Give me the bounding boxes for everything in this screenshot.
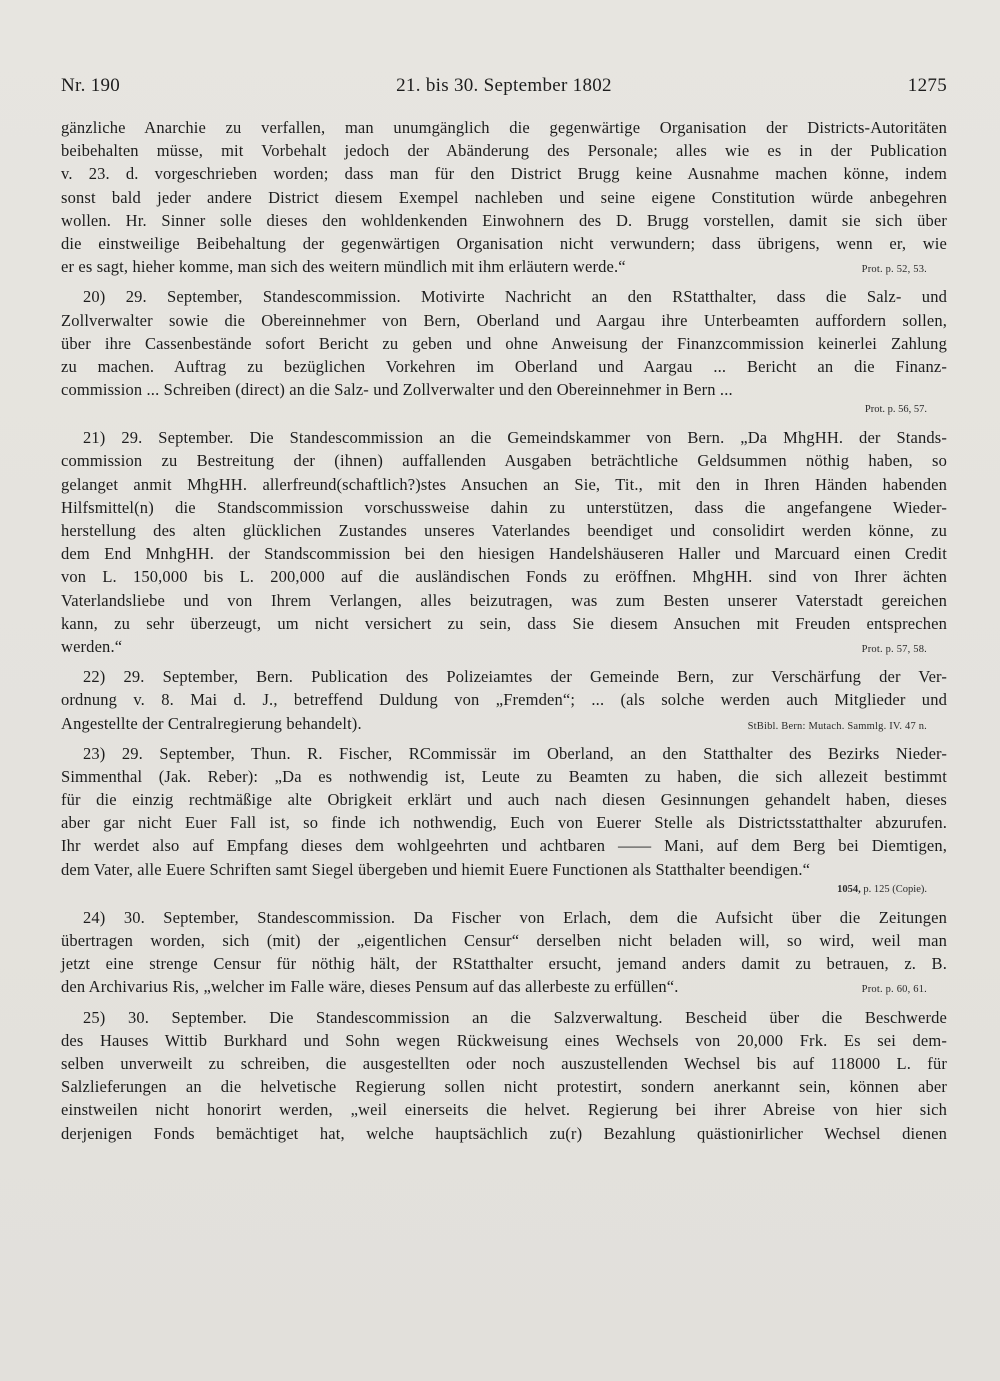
text-line: Simmenthal (Jak. Reber): „Da es nothwendig ist, Leute zu Beamten zu haben, die sich allezeit bestimmt [61,766,947,786]
text-line-with-citation [61,975,947,998]
text-line-with-citation [61,712,947,735]
text-line: er es sagt, hieher komme, man sich des weitern mündlich mit ihm erläutern werde.“ [61,257,626,277]
source-citation: Prot. p. 60, 61. [861,984,927,996]
text-line: übertragen worden, sich (mit) der „eigentlichen Censur“ derselben nicht beladen will, so wird, weil man [61,931,947,950]
body-text [61,116,947,1145]
entry-20 [61,285,947,419]
entry-22 [61,665,947,735]
source-citation [61,881,947,899]
entry-21 [61,426,947,658]
page-number: 1275 [907,75,947,96]
text-line: Zollverwalter sowie die Obereinnehmer von Bern, Oberland und Aargau ihre Unterbeamten auffordern sollen, [61,310,947,330]
text-line: für die einzig rechtmäßige alte Obrigkeit erklärt und auch nach diesen Gesinnungen gehandelt haben, dieses [61,790,947,810]
text-line: des Hauses Wittib Burkhard und Sohn wegen Rückweisung eines Wechsels von 20,000 Frk. Es sei dem- [61,1030,947,1050]
entry-heading-line: 21) 29. September. Die Standescommission an die Gemeindskammer von Bern. „Da MhgHH. der Stands- [83,428,947,448]
text-line: herstellung des alten glücklichen Zustandes unseres Vaterlandes beendiget und consolidirt werden könne, zu [61,521,947,540]
source-citation: Prot. p. 57, 58. [861,643,927,655]
text-line-with-citation [61,255,947,278]
source-citation: Prot. p. 56, 57. [864,404,927,416]
text-line: ordnung v. 8. Mai d. J., betreffend Duldung von „Fremden“; ... (als solche werden auch Mitglieder und [61,690,947,710]
entry-heading-line: 20) 29. September, Standescommission. Motivirte Nachricht an den RStatthalter, dass die Salz- und [83,287,947,307]
source-citation: StBibl. Bern: Mutach. Sammlg. IV. 47 n. [747,720,927,732]
text-line: Ihr werdet also auf Empfang dieses dem wohlgeehrten und achtbaren —— Mani, auf dem Berg bei Diemtigen, [61,836,947,856]
text-line: commission ... Schreiben (direct) an die Salz- und Zollverwalter und den Obereinnehmer in Bern ... [61,380,733,400]
text-line: gelanget anmit MhgHH. allerfreund(schaftlich?)stes Ansuchen an Sie, Tit., mit den in Ihren Händen habenden [61,474,947,494]
entry-25 [61,1006,947,1145]
text-line: v. 23. d. vorgeschrieben worden; dass man für den District Brugg keine Ausnahme machen könne, indem [61,164,947,184]
entry-heading-line: 22) 29. September, Bern. Publication des Polizeiamtes der Gemeinde Bern, zur Verschärfung der Ver- [83,667,947,687]
text-line: dem Vater, alle Euere Schriften samt Siegel übergeben und hiemit Euere Functionen als Statthalter beendigen.“ [61,859,811,879]
source-citation: Prot. p. 52, 53. [861,264,927,276]
text-line: gänzliche Anarchie zu verfallen, man unumgänglich die gegenwärtige Organisation der Districts-Autoritäten [61,118,947,137]
citation-number: 1054, [837,883,861,895]
text-line: werden.“ [61,636,123,656]
text-line: Hilfsmittel(n) die Standscommission vorschussweise dahin zu unterstützen, dass die angefangene Wieder- [61,497,947,517]
text-line: Salzlieferungen an die helvetische Regierung sollen nicht protestirt, sondern anerkannt sein, können aber [61,1077,947,1097]
entry-heading-line: 24) 30. September, Standescommission. Da Fischer von Erlach, dem die Aufsicht über die Zeitungen [83,907,947,927]
text-line: zu machen. Auftrag zu bezüglichen Vorkehren im Oberland und Aargau ... Bericht an die Finanz- [61,356,947,376]
text-line: dem End MnhgHH. der Standscommission bei den hiesigen Handelshäuseren Haller und Marcuard einen Credit [61,544,947,564]
date-range-title: 21. bis 30. September 1802 [396,75,612,96]
text-line: aber gar nicht Euer Fall ist, so finde ich nothwendig, Euch von Euerer Stelle als Districtsstatthalter abzurufen. [61,813,947,833]
text-line: commission zu Bestreitung der (ihnen) auffallenden Ausgaben beträchtliche Geldsummen nöthig haben, so [61,451,947,471]
continuation-paragraph [61,116,947,278]
text-line: sonst bald jeder andere District diesem Exempel nachleben und seine eigene Constitution würde anbegehren [61,187,947,207]
text-line: einstweilen nicht honorirt werden, „weil einerseits die helvet. Regierung bei ihrer Abreise von hier sich [61,1100,947,1120]
text-line: jetzt eine strenge Censur für nöthig hält, der RStatthalter ersucht, jemand anders damit zu betrauen, z. B. [61,954,947,974]
text-line: beibehalten müsse, mit Vorbehalt jedoch der Abänderung des Personale; alles wie es in der Publication [61,141,947,161]
page-header [61,75,947,105]
text-line: kann, zu sehr überzeugt, um nicht versichert zu sein, dass Sie diesem Ansuchen mit Freuden entsprechen [61,613,947,633]
text-line: wollen. Hr. Sinner solle dieses den wohldenkenden Einwohnern des D. Brugg vorstellen, damit sie sich über [61,210,947,230]
document-number: Nr. 190 [61,75,121,96]
entry-24 [61,906,947,999]
citation-text: p. 125 (Copie). [863,883,927,895]
entry-23 [61,742,947,899]
text-line: Angestellte der Centralregierung behandelt). [61,713,362,733]
text-line: von L. 150,000 bis L. 200,000 auf die ausländischen Fonds zu eröffnen. MhgHH. sind von Ihrer ächten [61,567,947,587]
text-line: über ihre Cassenbestände sofort Bericht zu geben und ohne Anweisung der Finanzcommission keinerlei Zahlung [61,333,947,353]
entry-heading-line: 23) 29. September, Thun. R. Fischer, RCommissär im Oberland, an den Statthalter des Bezirks Nieder- [83,743,947,763]
text-line: selben unverweilt zu schreiben, die ausgestellten oder noch auszustellenden Wechsel bis auf 118000 L. für [61,1053,947,1073]
text-line-with-citation [61,635,947,658]
text-line: derjenigen Fonds bemächtiget hat, welche hauptsächlich zu(r) Bezahlung quästionirlicher Wechsel dienen [61,1123,947,1143]
text-line: die einstweilige Beibehaltung der gegenwärtigen Organisation nicht verwundern; dass übrigens, wenn er, wie [61,233,947,253]
text-line: Vaterlandsliebe und von Ihrem Verlangen, alles beizutragen, was zum Besten unserer Vaterstadt gereichen [61,590,947,610]
entry-heading-line: 25) 30. September. Die Standescommission an die Salzverwaltung. Bescheid über die Beschwerde [83,1007,947,1027]
text-line: den Archivarius Ris, „welcher im Falle wäre, dieses Pensum auf das allerbeste zu erfüllen“. [61,977,679,997]
